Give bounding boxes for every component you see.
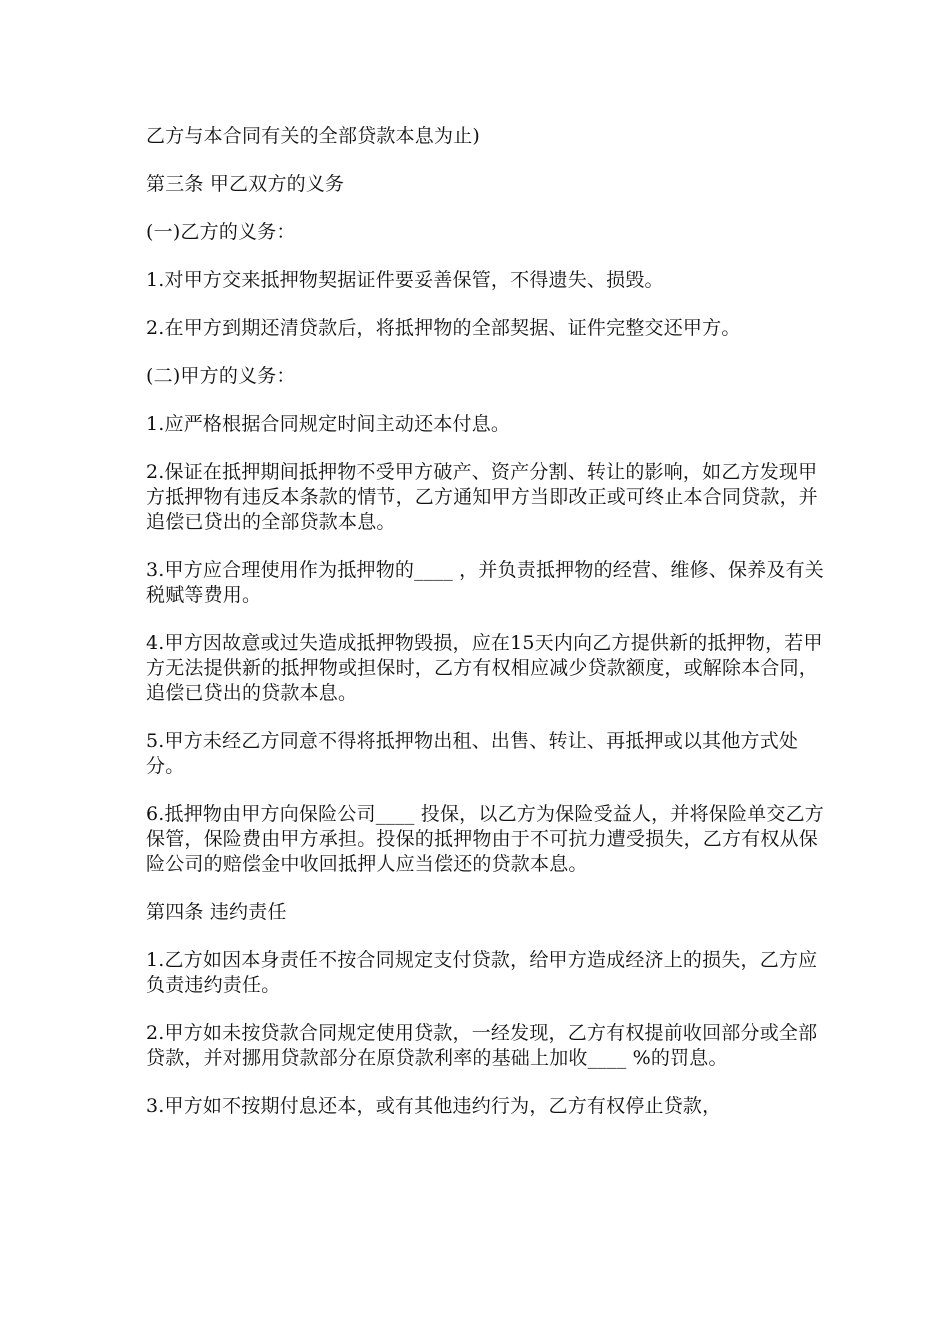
- article-heading: 第四条 违约责任: [146, 901, 287, 923]
- paragraph: 2.甲方如未按贷款合同规定使用贷款，一经发现，乙方有权提前收回部分或全部贷款，并对挪用贷款部分在原贷款利率的基础上加收____ %的罚息。: [146, 1022, 818, 1069]
- document-body: [146, 124, 836, 1142]
- paragraph: 3.甲方应合理使用作为抵押物的____ ，并负责抵押物的经营、维修、保养及有关税赋等费用。: [146, 559, 824, 606]
- paragraph: 4.甲方因故意或过失造成抵押物毁损，应在15天内向乙方提供新的抵押物，若甲方无法提供新的抵押物或担保时，乙方有权相应减少贷款额度，或解除本合同，追偿已贷出的贷款本息。: [146, 632, 823, 704]
- section-heading: (一)乙方的义务：: [146, 221, 296, 243]
- section-heading: (二)甲方的义务：: [146, 365, 296, 387]
- paragraph: 2.保证在抵押期间抵押物不受甲方破产、资产分割、转让的影响，如乙方发现甲方抵押物有违反本条款的情节，乙方通知甲方当即改正或可终止本合同贷款，并追偿已贷出的全部贷款本息。: [146, 461, 819, 533]
- article-heading: 第三条 甲乙双方的义务: [146, 173, 345, 195]
- paragraph: 2.在甲方到期还清贷款后，将抵押物的全部契据、证件完整交还甲方。: [146, 317, 741, 339]
- paragraph: 6.抵押物由甲方向保险公司____ 投保，以乙方为保险受益人，并将保险单交乙方保管，保险费由甲方承担。投保的抵押物由于不可抗力遭受损失，乙方有权从保险公司的赔偿金中收回抵押人应当偿还的贷款本息。: [146, 803, 824, 875]
- paragraph: 1.应严格根据合同规定时间主动还本付息。: [146, 413, 511, 435]
- paragraph: 1.乙方如因本身责任不按合同规定支付贷款，给甲方造成经济上的损失，乙方应负责违约责任。: [146, 949, 818, 996]
- paragraph: 3.甲方如不按期付息还本，或有其他违约行为，乙方有权停止贷款，: [146, 1095, 722, 1117]
- paragraph: 乙方与本合同有关的全部贷款本息为止): [146, 125, 481, 147]
- paragraph: 1.对甲方交来抵押物契据证件要妥善保管，不得遗失、损毁。: [146, 269, 664, 291]
- paragraph: 5.甲方未经乙方同意不得将抵押物出租、出售、转让、再抵押或以其他方式处分。: [146, 730, 799, 777]
